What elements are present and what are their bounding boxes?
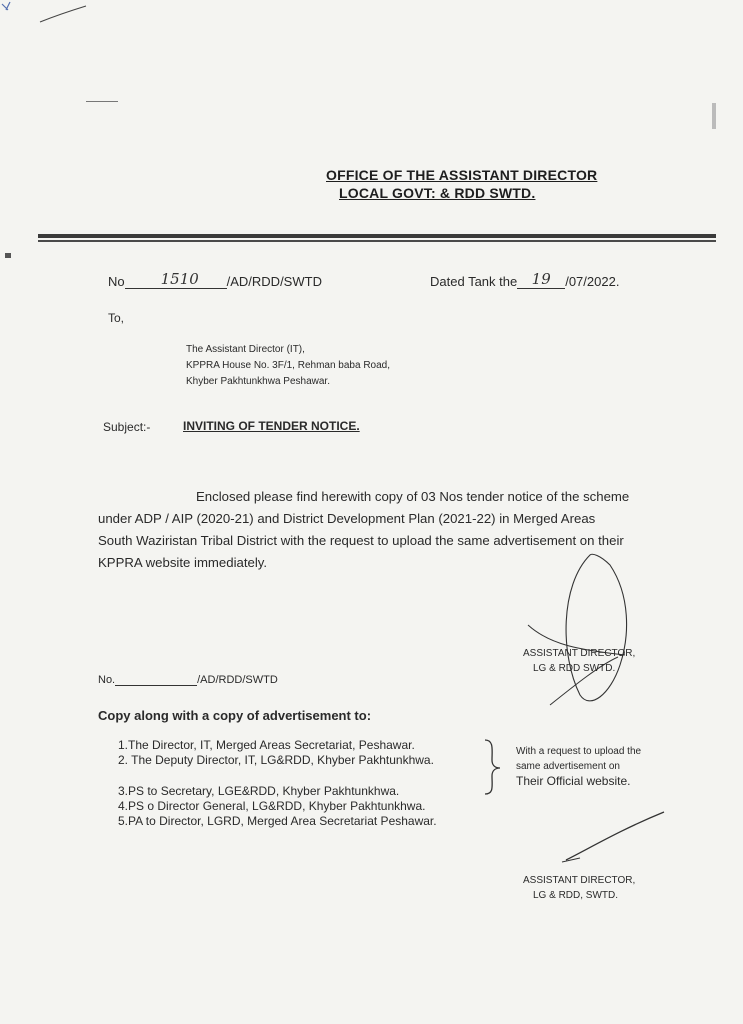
copy-list-item: 2. The Deputy Director, IT, LG&RDD, Khyber Pakhtunkhwa. <box>118 753 434 767</box>
curly-brace <box>482 738 504 798</box>
endorsement-number-line <box>98 673 278 686</box>
signature-scrawl-1 <box>520 545 660 715</box>
date-label: Dated Tank the <box>430 274 518 289</box>
reference-no-blank <box>125 270 227 289</box>
signature-1-title <box>523 646 635 676</box>
copy-heading: Copy along with a copy of advertisement to: <box>98 708 372 723</box>
signature-1-line: LG & RDD SWTD. <box>533 663 616 674</box>
subject-value: INVITING OF TENDER NOTICE. <box>183 419 360 433</box>
request-note <box>516 744 641 789</box>
office-title: OFFICE OF THE ASSISTANT DIRECTOR <box>326 167 598 183</box>
body-line: South Waziristan Tribal District with the request to upload the same advertisement on their <box>98 533 624 548</box>
to-address-line: The Assistant Director (IT), <box>186 344 305 355</box>
reference-date-line <box>430 270 620 289</box>
signature-2-line: LG & RDD, SWTD. <box>533 890 619 901</box>
scan-speck-right <box>712 103 716 129</box>
endorsement-no-label: No. <box>98 674 116 686</box>
scan-speck-dash <box>86 101 118 102</box>
reference-no-handwritten: 1510 <box>160 270 199 288</box>
to-label: To, <box>108 311 125 325</box>
body-line: under ADP / AIP (2020-21) and District Development Plan (2021-22) in Merged Areas <box>98 511 596 526</box>
reference-no-suffix: /AD/RDD/SWTD <box>226 274 322 289</box>
header-rule-thin <box>38 240 716 242</box>
to-address-line: Khyber Pakhtunkhwa Peshawar. <box>186 376 330 387</box>
copy-list-item: 1.The Director, IT, Merged Areas Secretariat, Peshawar. <box>118 738 415 752</box>
date-day-blank <box>517 270 565 289</box>
body-line: KPPRA website immediately. <box>98 555 268 570</box>
header-rule-thick <box>38 234 716 238</box>
request-note-line: Their Official website. <box>516 774 631 788</box>
signature-1-line: ASSISTANT DIRECTOR, <box>523 648 636 659</box>
reference-number-line <box>108 270 322 289</box>
signature-2-title <box>523 873 635 903</box>
to-address-line: KPPRA House No. 3F/1, Rehman baba Road, <box>186 360 391 371</box>
copy-list-item: 3.PS to Secretary, LGE&RDD, Khyber Pakhtunkhwa. <box>118 784 400 798</box>
signature-2-line: ASSISTANT DIRECTOR, <box>523 875 636 886</box>
copy-list-item: 4.PS o Director General, LG&RDD, Khyber Pakhtunkhwa. <box>118 799 426 813</box>
body-line: Enclosed please find herewith copy of 03 Nos tender notice of the scheme <box>196 489 630 504</box>
signature-scrawl-2 <box>560 808 670 868</box>
corner-pen-mark <box>0 0 100 40</box>
reference-no-label: No <box>108 274 125 289</box>
endorsement-no-suffix: /AD/RDD/SWTD <box>197 674 278 686</box>
date-suffix: /07/2022. <box>565 274 620 289</box>
copy-list-item: 5.PA to Director, LGRD, Merged Area Secretariat Peshawar. <box>118 814 437 828</box>
endorsement-no-blank <box>115 673 197 686</box>
request-note-line: same advertisement on <box>516 761 620 772</box>
office-subtitle: LOCAL GOVT: & RDD SWTD. <box>339 185 536 201</box>
subject-label: Subject:- <box>103 420 151 434</box>
date-day-handwritten: 19 <box>531 270 551 288</box>
scan-speck-side <box>5 253 11 258</box>
request-note-line: With a request to upload the <box>516 746 642 757</box>
to-address <box>186 342 390 390</box>
copy-list <box>118 738 437 829</box>
